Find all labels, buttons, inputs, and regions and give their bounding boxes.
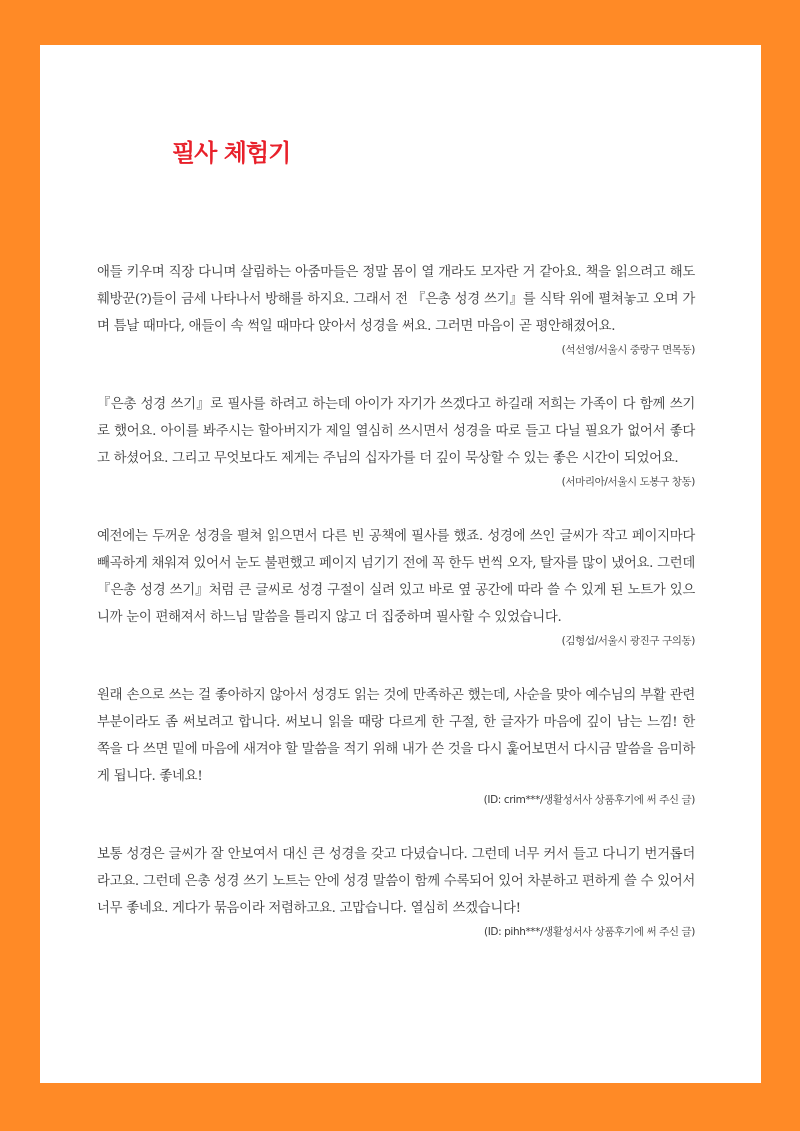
page-title: 필사 체험기 [172, 139, 291, 167]
testimonial-list [97, 259, 695, 973]
testimonial-entry [97, 391, 695, 489]
testimonial-text: 애들 키우며 직장 다니며 살림하는 아줌마들은 정말 몸이 열 개라도 모자란 거 같아요. 책을 읽으려고 해도 훼방꾼(?)들이 금세 나타나서 방해를 하지요. 그래서 전 『은총 성경 쓰기』를 식탁 위에 펼쳐놓고 오며 가며 틈날 때마다, 애들이 속 썩일 때마다 앉아서 성경을 써요. 그러면 마음이 곧 평안해졌어요. [97, 265, 695, 334]
testimonial-entry [97, 682, 695, 807]
testimonial-entry [97, 523, 695, 648]
document-page [40, 45, 761, 1083]
testimonial-text: 『은총 성경 쓰기』로 필사를 하려고 하는데 아이가 자기가 쓰겠다고 하길래 저희는 가족이 다 함께 쓰기로 했어요. 아이를 봐주시는 할아버지가 제일 열심히 쓰시면서 성경을 따로 들고 다닐 필요가 없어서 좋다고 하셨어요. 그리고 무엇보다도 제게는 주님의 십자가를 더 깊이 묵상할 수 있는 좋은 시간이 되었어요. [97, 397, 695, 466]
testimonial-entry [97, 259, 695, 357]
testimonial-author: (ID: pihh***/생활성서사 상품후기에 써 주신 글) [484, 926, 695, 938]
testimonial-author: (ID: crim***/생활성서사 상품후기에 써 주신 글) [483, 794, 695, 806]
testimonial-text: 보통 성경은 글씨가 잘 안보여서 대신 큰 성경을 갖고 다녔습니다. 그런데 너무 커서 들고 다니기 번거롭더라고요. 그런데 은총 성경 쓰기 노트는 안에 성경 말씀이 함께 수록되어 있어 차분하고 편하게 쓸 수 있어서 너무 좋네요. 게다가 묶음이라 저렴하고요. 고맙습니다. 열심히 쓰겠습니다! [97, 847, 695, 916]
testimonial-author: (석선영/서울시 중랑구 면목동) [561, 344, 695, 356]
testimonial-text: 원래 손으로 쓰는 걸 좋아하지 않아서 성경도 읽는 것에 만족하곤 했는데, 사순을 맞아 예수님의 부활 관련 부분이라도 좀 써보려고 합니다. 써보니 읽을 때랑 다르게 한 구절, 한 글자가 마음에 깊이 남는 느낌! 한 쪽을 다 쓰면 밑에 마음에 새겨야 할 말씀을 적기 위해 내가 쓴 것을 다시 훑어보면서 다시금 말씀을 음미하게 됩니다. 좋네요! [97, 688, 695, 784]
testimonial-text: 예전에는 두꺼운 성경을 펼쳐 읽으면서 다른 빈 공책에 필사를 했죠. 성경에 쓰인 글씨가 작고 페이지마다 빼곡하게 채워져 있어서 눈도 불편했고 페이지 넘기기 전에 꼭 한두 번씩 오자, 탈자를 많이 냈어요. 그런데 『은총 성경 쓰기』처럼 큰 글씨로 성경 구절이 실려 있고 바로 옆 공간에 따라 쓸 수 있게 된 노트가 있으니까 눈이 편해져서 하느님 말씀을 틀리지 않고 더 집중하며 필사할 수 있었습니다. [97, 529, 695, 625]
testimonial-author: (서마리아/서울시 도봉구 창동) [561, 476, 695, 488]
testimonial-entry [97, 841, 695, 939]
testimonial-author: (김형섭/서울시 광진구 구의동) [561, 635, 695, 647]
